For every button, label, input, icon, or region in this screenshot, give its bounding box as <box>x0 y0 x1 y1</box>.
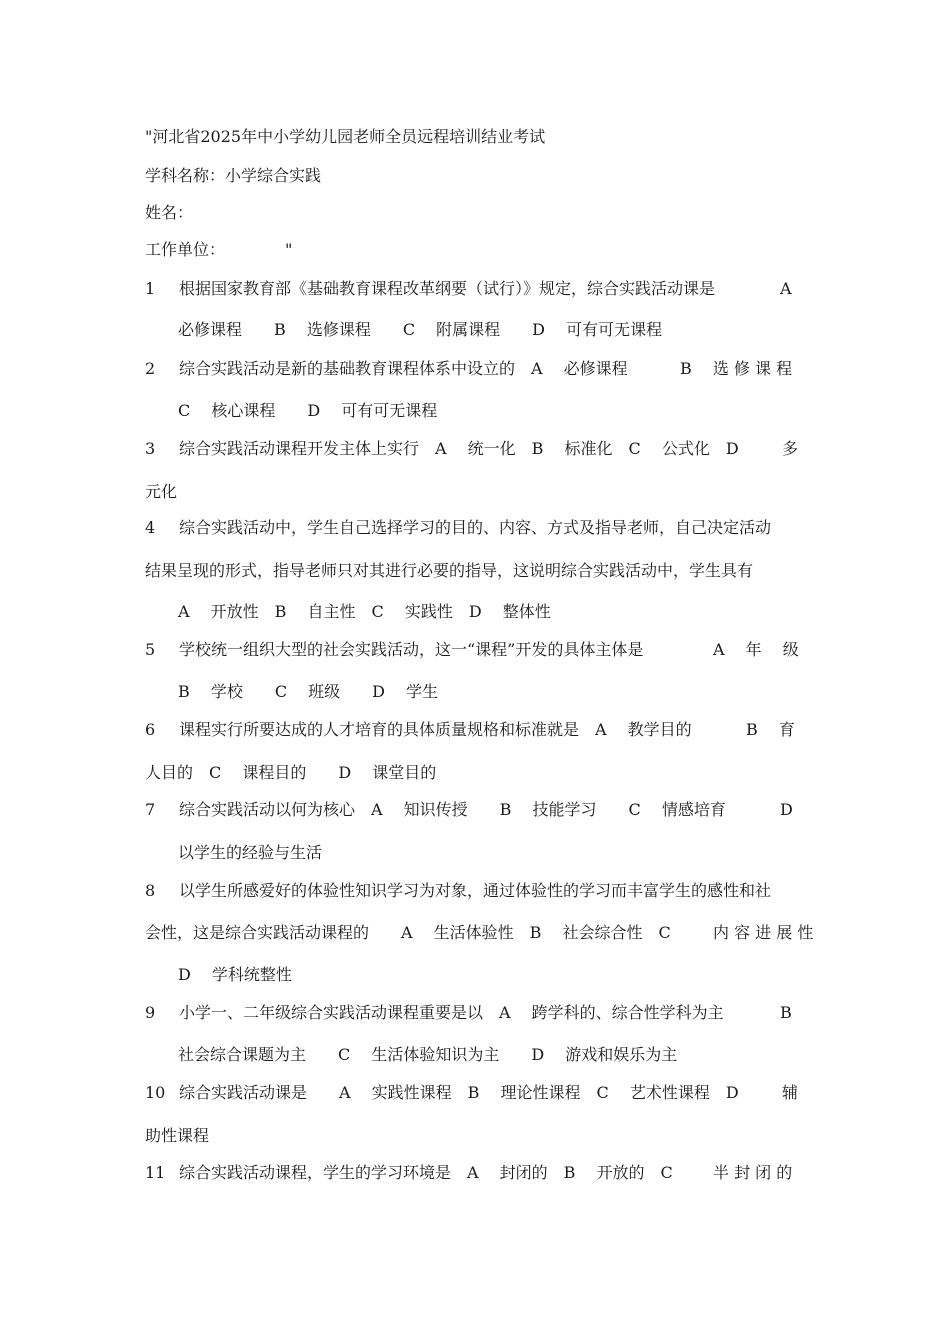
question-text: 综合实践活动课程开发主体上实行 A 统一化 B 标准化 C 公式化 D <box>179 439 739 458</box>
question-option: A <box>780 279 792 298</box>
question-option: A 年 级 <box>713 640 799 659</box>
question-text: 综合实践活动以何为核心 A 知识传授 B 技能学习 C 情感培育 <box>179 800 726 819</box>
question-option: 多 <box>782 439 799 458</box>
unit-field <box>145 240 292 260</box>
question-options: B 学校 C 班级 D 学生 <box>178 682 439 701</box>
question-options: 以学生的经验与生活 <box>178 843 323 862</box>
question-8: 8 以学生所感爱好的体验性知识学习为对象，通过体验性的学习而丰富学生的感性和社 <box>145 881 772 900</box>
question-option: 半 封 闭 的 <box>713 1163 793 1182</box>
subject-line: 学科名称：小学综合实践 <box>145 166 322 185</box>
question-continuation: 人目的 C 课程目的 D 课堂目的 <box>145 763 437 782</box>
question-text: 根据国家教育部《基础教育课程改革纲要（试行）》规定，综合实践活动课是 <box>179 279 716 298</box>
question-text: 综合实践活动课是 A 实践性课程 B 理论性课程 C 艺术性课程 D <box>179 1083 739 1102</box>
question-text: 以学生所感爱好的体验性知识学习为对象，通过体验性的学习而丰富学生的感性和社 <box>179 881 772 900</box>
question-text: 课程实行所要达成的人才培育的具体质量规格和标准就是 A 教学目的 <box>179 720 692 739</box>
question-3: 3 综合实践活动课程开发主体上实行 A 统一化 B 标准化 C 公式化 D <box>145 439 739 458</box>
question-options: D 学科统整性 <box>178 965 292 984</box>
question-text: 小学一、二年级综合实践活动课程重要是以 A 跨学科的、综合性学科为主 <box>179 1003 724 1022</box>
question-text: 综合实践活动课程，学生的学习环境是 A 封闭的 B 开放的 C <box>179 1163 673 1182</box>
question-option: D <box>780 800 793 819</box>
question-continuation: 助性课程 <box>145 1126 210 1145</box>
question-1: 1 根据国家教育部《基础教育课程改革纲要（试行）》规定，综合实践活动课是 <box>145 279 716 298</box>
question-option: 辅 <box>782 1083 799 1102</box>
unit-closing-quote: " <box>285 240 293 259</box>
question-text: 学校统一组织大型的社会实践活动，这一“课程”开发的具体主体是 <box>179 640 644 659</box>
question-5: 5 学校统一组织大型的社会实践活动，这一“课程”开发的具体主体是 <box>145 640 644 659</box>
question-continuation: 结果呈现的形式，指导老师只对其进行必要的指导，这说明综合实践活动中，学生具有 <box>145 561 754 580</box>
question-options: 社会综合课题为主 C 生活体验知识为主 D 游戏和娱乐为主 <box>178 1045 678 1064</box>
question-continuation: 会性，这是综合实践活动课程的 A 生活体验性 B 社会综合性 C <box>145 923 671 942</box>
question-2: 2 综合实践活动是新的基础教育课程体系中设立的 A 必修课程 <box>145 359 628 378</box>
name-field: 姓名： <box>145 203 194 222</box>
question-6: 6 课程实行所要达成的人才培育的具体质量规格和标准就是 A 教学目的 <box>145 720 692 739</box>
question-option: B 育 <box>746 720 795 739</box>
question-options: A 开放性 B 自主性 C 实践性 D 整体性 <box>178 602 551 621</box>
exam-title: "河北省2025年中小学幼儿园老师全员远程培训结业考试 <box>145 127 546 146</box>
question-text: 综合实践活动是新的基础教育课程体系中设立的 A 必修课程 <box>179 359 628 378</box>
question-option: 内 容 进 展 性 <box>713 923 814 942</box>
unit-label: 工作单位： <box>145 240 226 259</box>
question-option: B <box>780 1003 792 1022</box>
question-10: 10 综合实践活动课是 A 实践性课程 B 理论性课程 C 艺术性课程 D <box>145 1083 739 1102</box>
question-options: C 核心课程 D 可有可无课程 <box>178 401 438 420</box>
question-option: B 选 修 课 程 <box>680 359 793 378</box>
question-continuation: 元化 <box>145 482 178 501</box>
question-9: 9 小学一、二年级综合实践活动课程重要是以 A 跨学科的、综合性学科为主 <box>145 1003 724 1022</box>
question-text: 综合实践活动中，学生自己选择学习的目的、内容、方式及指导老师，自己决定活动 <box>179 518 772 537</box>
question-4: 4 综合实践活动中，学生自己选择学习的目的、内容、方式及指导老师，自己决定活动 <box>145 518 772 537</box>
question-options: 必修课程 B 选修课程 C 附属课程 D 可有可无课程 <box>178 320 663 339</box>
question-11: 11 综合实践活动课程，学生的学习环境是 A 封闭的 B 开放的 C <box>145 1163 673 1182</box>
question-7: 7 综合实践活动以何为核心 A 知识传授 B 技能学习 C 情感培育 <box>145 800 726 819</box>
